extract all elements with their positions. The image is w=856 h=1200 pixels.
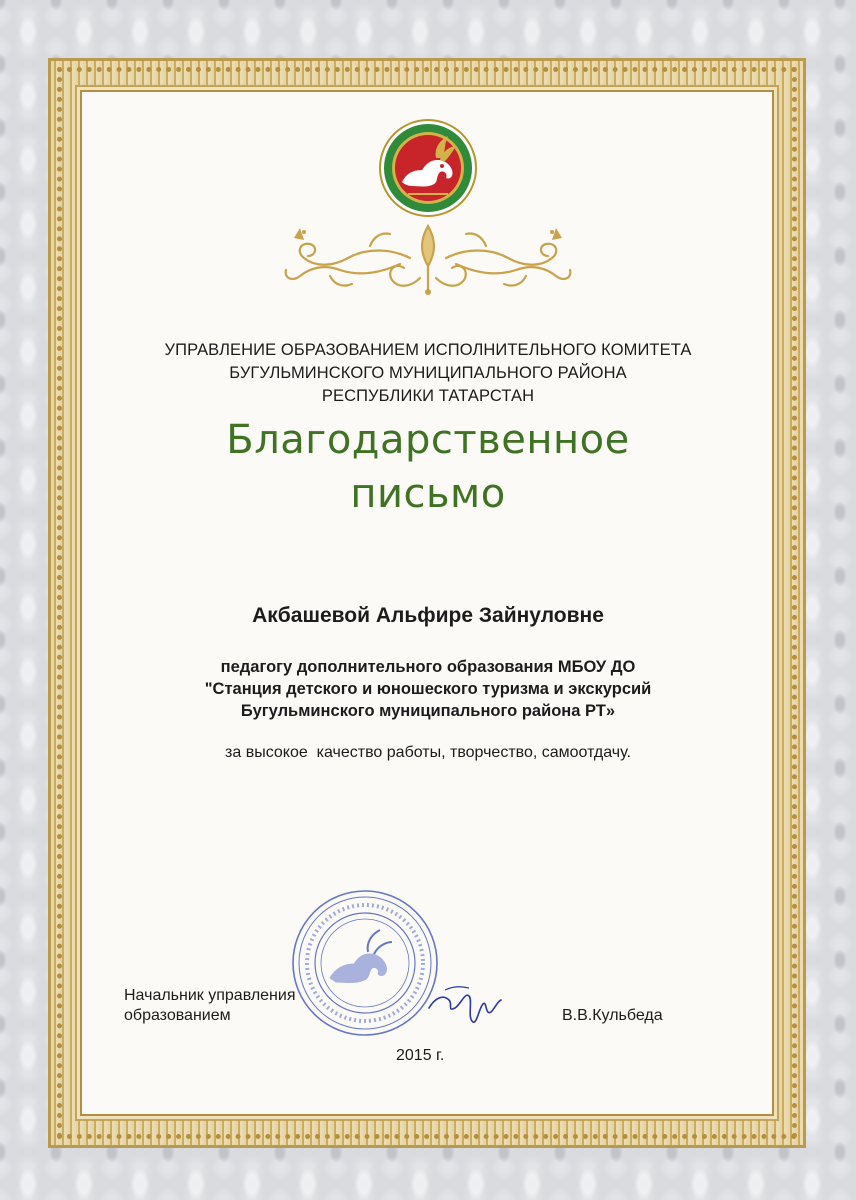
organization-line-3: РЕСПУБЛИКИ ТАТАРСТАН xyxy=(321,387,535,405)
recipient-position-line-2: "Станция детского и юношеского туризма и экскурсий xyxy=(204,680,652,698)
signatory-title-line-1: Начальник управления xyxy=(124,987,296,1004)
gold-flourish-ornament xyxy=(270,218,586,298)
organization-line-1: УПРАВЛЕНИЕ ОБРАЗОВАНИЕМ ИСПОЛНИТЕЛЬНОГО КОМИТЕТА xyxy=(164,341,692,359)
signatory-name: В.В.Кульбеда xyxy=(562,1007,663,1024)
organization-line-2: БУГУЛЬМИНСКОГО МУНИЦИПАЛЬНОГО РАЙОНА xyxy=(229,364,627,382)
official-round-stamp xyxy=(290,888,440,1038)
document-title-line-1: Благодарственное xyxy=(226,417,630,463)
document-title-line-2: письмо xyxy=(350,471,506,517)
recipient-position-line-3: Бугульминского муниципального района РТ» xyxy=(240,702,616,720)
recipient-name: Акбашевой Альфире Зайнуловне xyxy=(252,604,604,627)
document-year: 2015 г. xyxy=(396,1047,445,1064)
award-reason: за высокое качество работы, творчество, самоотдачу. xyxy=(225,744,631,761)
recipient-position-line-1: педагогу дополнительного образования МБОУ ДО xyxy=(220,658,636,676)
tatarstan-emblem-icon xyxy=(378,118,478,218)
handwritten-signature xyxy=(425,978,505,1028)
signatory-title-line-2: образованием xyxy=(124,1007,231,1024)
